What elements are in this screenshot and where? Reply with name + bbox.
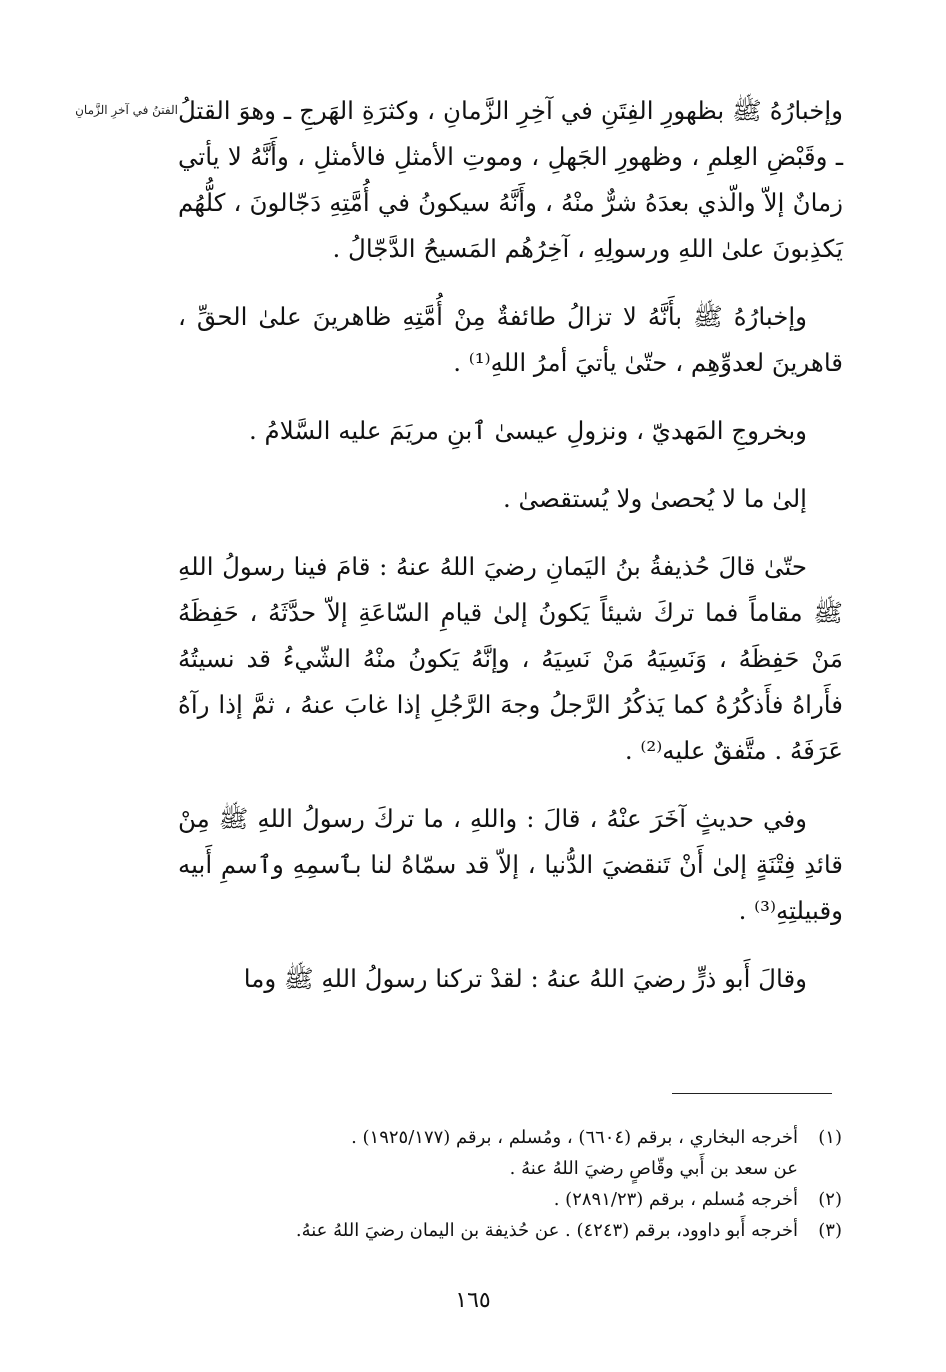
footnote-1 xyxy=(170,1122,842,1153)
footnote-number: (٣) xyxy=(818,1220,842,1241)
footnote-2 xyxy=(170,1184,842,1215)
page-number: ١٦٥ xyxy=(455,1288,491,1313)
main-text xyxy=(178,88,843,1024)
footnote-text: أخرجه أَبو داوود، برقم (٤٢٤٣) . عن حُذيفة بن اليمان رضيَ اللهُ عنهُ. xyxy=(295,1220,798,1241)
footnote-number: (١) xyxy=(818,1127,842,1148)
footnote-text: أخرجه البخاري ، برقم (٦٦٠٤) ، ومُسلم ، برقم (١٩٢٥/١٧٧) . xyxy=(351,1127,798,1148)
paragraph-hadith-akhar: وفي حديثٍ آخَرَ عنْهُ ، قالَ : واللهِ ، ما تركَ رسولُ اللهِ ﷺ مِنْ قائدِ فِتْنَةٍ إلىٰ أَنْ تَنقضيَ الدُّنيا ، إلاّ قد سمّاهُ لنا بٱسمِهِ وٱسمِ أَبيه وقبيلتِهِ⁽³⁾ . xyxy=(178,804,843,925)
footnote-number: (٢) xyxy=(818,1189,842,1210)
paragraph-fitan: وإخبارُهُ ﷺ بظهورِ الفِتَنِ في آخِرِ الزَّمانِ ، وكثرَةِ الهَرجِ ـ وهوَ القتلُ ـ وقَبْضِ العِلمِ ، وظهورِ الجَهلِ ، وموتِ الأمثلِ فالأمثلِ ، وأَنَّهُ لا يأتي زمانٌ إلاّ والّذي بعدَهُ شرٌّ منْهُ ، وأَنَّهُ سيكونُ في أُمَّتِهِ دَجّالونَ ، كلُّهُم يَكذِبونَ علىٰ اللهِ ورسولِهِ ، آخِرُهُم المَسيحُ الدَّجّالُ . xyxy=(178,96,843,263)
paragraph-abu-dharr: وقالَ أَبو ذرٍّ رضيَ اللهُ عنهُ : لقدْ تركنا رسولُ اللهِ ﷺ وما xyxy=(243,964,807,993)
footnote-text: أخرجه مُسلم ، برقم (٢٨٩١/٢٣) . xyxy=(553,1189,798,1210)
footnote-separator xyxy=(672,1093,832,1094)
paragraph-taifa: وإخبارُهُ ﷺ بأَنَّهُ لا تزالُ طائفةٌ مِنْ أُمَّتِهِ ظاهرينَ علىٰ الحقِّ ، قاهرينَ لعدوِّهِم ، حتّىٰ يأتيَ أمرُ اللهِ⁽¹⁾ . xyxy=(178,302,843,377)
margin-heading: الفتنُ في آخرِ الزَّمانِ xyxy=(75,103,178,117)
paragraph-hudhaifa: حتّىٰ قالَ حُذيفةُ بنُ اليَمانِ رضيَ اللهُ عنهُ : قامَ فينا رسولُ اللهِ ﷺ مقاماً فما تركَ شيئاً يَكونُ إلىٰ قيامِ السّاعَةِ إلاّ حدَّثَهُ ، حَفِظَهُ مَنْ حَفِظَهُ ، وَنَسِيَهُ مَنْ نَسِيَهُ ، وإنَّهُ يَكونُ منْهُ الشّيءُ قد نسيتُهُ فأَراهُ فأَذكُرُهُ كما يَذكُرُ الرَّجلُ وجهَ الرَّجُلِ إذا غابَ عنهُ ، ثمَّ إذا رآهُ عَرَفَهُ . متَّفقٌ عليه⁽²⁾ . xyxy=(178,552,843,765)
paragraph-la-yuhsa: إلىٰ ما لا يُحصىٰ ولا يُستقصىٰ . xyxy=(502,484,807,513)
footnotes xyxy=(170,1122,842,1246)
paragraph-mahdi: وبخروجِ المَهديّ ، ونزولِ عيسىٰ ٱبنِ مريَمَ عليه السَّلامُ . xyxy=(248,416,807,445)
footnote-1-continuation: عن سعد بن أَبي وقّاصٍ رضيَ اللهُ عنهُ . xyxy=(509,1158,798,1179)
footnote-3 xyxy=(170,1215,842,1246)
